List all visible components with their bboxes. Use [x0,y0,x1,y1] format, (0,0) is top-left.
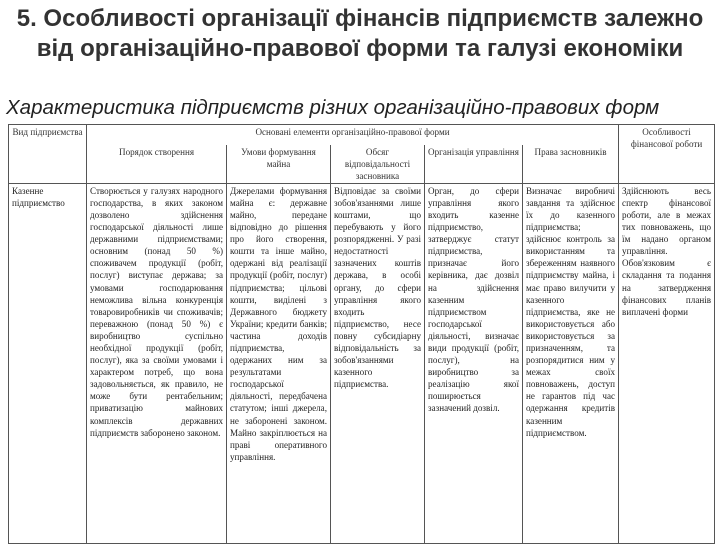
cell-creation: Створюється у галузях народного господарства, в яких законом дозволено здійснення господарської діяльності лише державними підприємствами; основним (понад 50 %) споживачем продукції (робіт, послуг) виступає держава; за умовами господарювання неможлива вільна конкуренція товаровиробників чи споживачів; переважною (понад 50 %) є виробництво суспільно необхідної продукції (робіт, послуг), яка за своїми умовами і характером потреб, що вона задовольняється, як правило, не може бути рентабельним; приватизацію майнових комплексів державних підприємств заборонено законом. [87,183,227,543]
cell-property: Джерелами формування майна є: державне майно, передане відповідно до рішення про його створення, кошти та інше майно, одержані від реалізації продукції (робіт, послуг) підприємства; цільові кошти, виділені з Державного бюджету України; кредити банків; частина доходів підприємства, одержаних ним за результатами господарської діяльності, передбачена статутом; інші джерела, не заборонені законом. Майно закріплюється на праві оперативного управління. [227,183,331,543]
cell-liability: Відповідає за своїми зобов'язаннями лише коштами, що перебувають у його розпорядженні. У разі недостатності зазначених коштів держава, в особі органу, до сфери управління якого входить підприємство, несе повну субсидіарну відповідальність за зобов'язаннями казенного підприємства. [331,183,425,543]
header-group: Основані елементи організаційно-правової форми [87,125,619,145]
header-founder-rights: Права засновників [523,145,619,184]
page-subtitle: Характеристика підприємств різних організаційно-правових форм [6,96,660,119]
page-title: 5. Особливості організації фінансів підприємств залежно від організаційно-правової форми та галузі економіки [16,5,704,62]
cell-finance: Здійснюють весь спектр фінансової роботи, але в межах тих повноважень, що їм надано органом управління. Обов'язковим є складання та подання на затвердження фінансових планів виплачені форми [619,183,715,543]
header-creation: Порядок створення [87,145,227,184]
header-liability: Обсяг відповідальності засновника [331,145,425,184]
cell-management: Орган, до сфери управління якого входить казенне підприємство, затверджує статут підприємства, призначає його керівника, дає дозвіл на здійснення казенним підприємством господарської діяльності, визначає види продукції (робіт, послуг), на виробництво за реалізацію якої поширюється зазначений дозвіл. [425,183,523,543]
organizational-forms-table [8,124,715,544]
header-property: Умови формування майна [227,145,331,184]
header-kind: Вид підприємства [9,125,87,184]
cell-founder-rights: Визначає виробничі завдання та здійснює їх до казенного підприємства; здійснює контроль за використанням та збереженням наявного підприємству майна, і має право вилучити у казенного підприємства, яке не використовується або використовується за призначенням, та розпорядитися ним у межах своїх повноважень, доступ не гарантов під час одержання кредитів казенним підприємством. [523,183,619,543]
header-management: Організація управління [425,145,523,184]
header-finance: Особливості фінансової роботи [619,125,715,184]
cell-kind: Казенне підприємство [9,183,87,543]
table-row [9,183,715,543]
